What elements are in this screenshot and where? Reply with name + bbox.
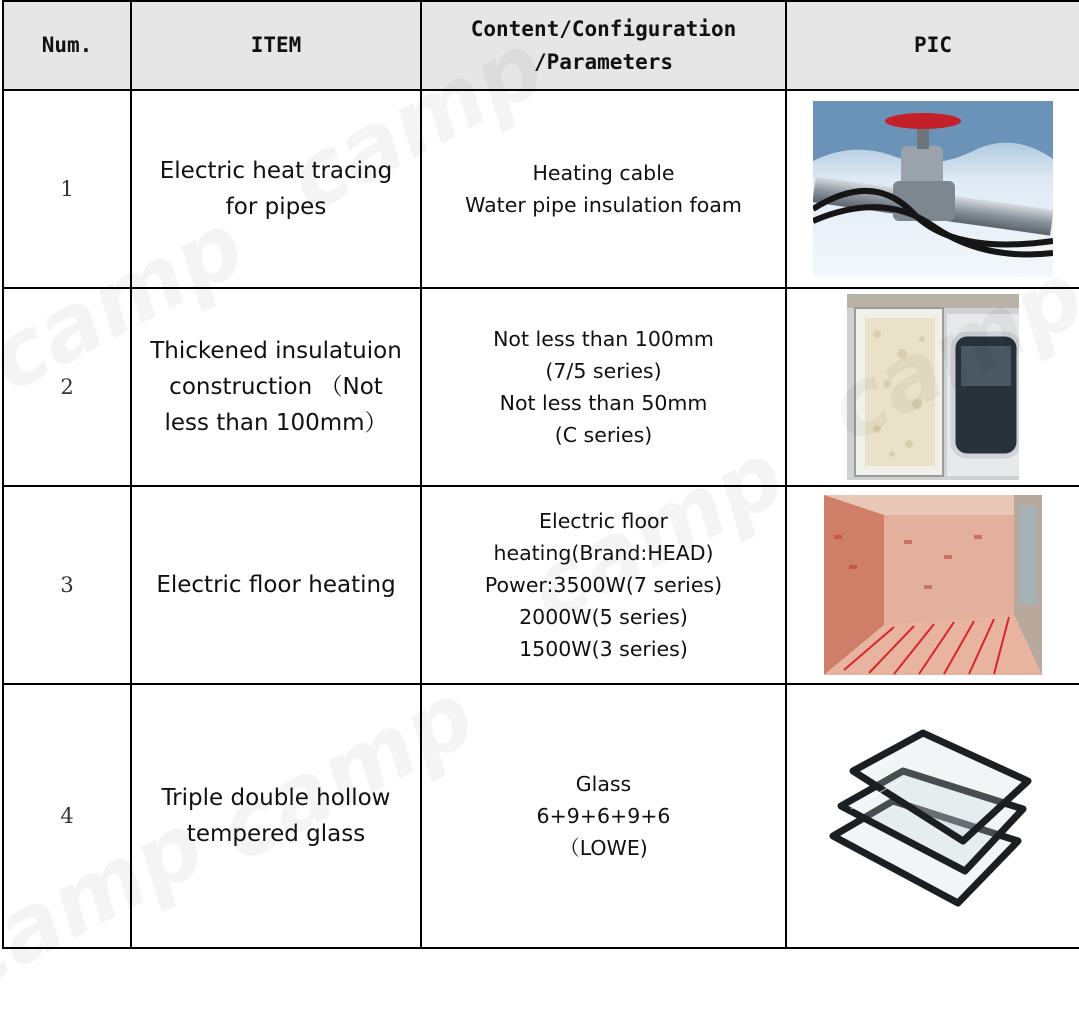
row-item-line: tempered glass: [186, 821, 366, 847]
table-row: [3, 486, 1079, 684]
row-item: [131, 486, 421, 684]
row-pic: [786, 90, 1079, 288]
row-num: 4: [3, 684, 131, 948]
row-content-line: heating(Brand:HEAD): [493, 541, 714, 565]
row-content-line: Not less than 100mm: [493, 327, 714, 351]
row-item: [131, 288, 421, 486]
row-content-line: (C series): [554, 423, 653, 447]
row-num: 2: [3, 288, 131, 486]
row-content-line: Not less than 50mm: [499, 391, 708, 415]
row-item-line: Electric heat tracing: [159, 158, 393, 184]
header-item: ITEM: [131, 1, 421, 90]
header-pic: PIC: [786, 1, 1079, 90]
valve-heat-cable-image: [813, 101, 1053, 277]
row-content-line: 6+9+6+9+6: [536, 804, 671, 828]
row-content-line: Electric floor: [539, 509, 668, 533]
row-content-line: 2000W(5 series): [519, 605, 688, 629]
table-row: [3, 288, 1079, 486]
insulation-panel-image: [847, 294, 1019, 480]
header-row: [3, 1, 1079, 90]
row-num: 1: [3, 90, 131, 288]
row-content-line: Power:3500W(7 series): [484, 573, 723, 597]
row-item-line: construction （Not: [169, 374, 383, 400]
row-content-line: Heating cable: [532, 161, 675, 185]
row-item-line: for pipes: [225, 194, 327, 220]
row-content-line: (7/5 series): [545, 359, 662, 383]
row-item: [131, 684, 421, 948]
header-content-line-1: Content/Configuration: [470, 16, 737, 41]
row-pic: [786, 486, 1079, 684]
row-pic: [786, 684, 1079, 948]
header-num: Num.: [3, 1, 131, 90]
row-content: [421, 486, 786, 684]
row-content: [421, 684, 786, 948]
row-item-line: Triple double hollow: [161, 785, 391, 811]
row-pic: [786, 288, 1079, 486]
row-num: 3: [3, 486, 131, 684]
header-content: [421, 1, 786, 90]
floor-heating-image: [824, 495, 1042, 675]
row-item-line: Electric floor heating: [156, 572, 396, 598]
row-item-line: Thickened insulatuion: [150, 338, 402, 364]
spec-table: [2, 0, 1079, 949]
row-content-line: Glass: [575, 772, 632, 796]
tempered-glass-image: [823, 721, 1043, 911]
row-content-line: 1500W(3 series): [519, 637, 688, 661]
row-content-line: （LOWE): [559, 836, 648, 860]
row-item-line: less than 100mm）: [164, 410, 388, 436]
row-content-line: Water pipe insulation foam: [465, 193, 742, 217]
row-content: [421, 90, 786, 288]
table-row: [3, 684, 1079, 948]
header-content-line-2: /Parameters: [533, 49, 674, 74]
table-row: [3, 90, 1079, 288]
row-item: [131, 90, 421, 288]
row-content: [421, 288, 786, 486]
